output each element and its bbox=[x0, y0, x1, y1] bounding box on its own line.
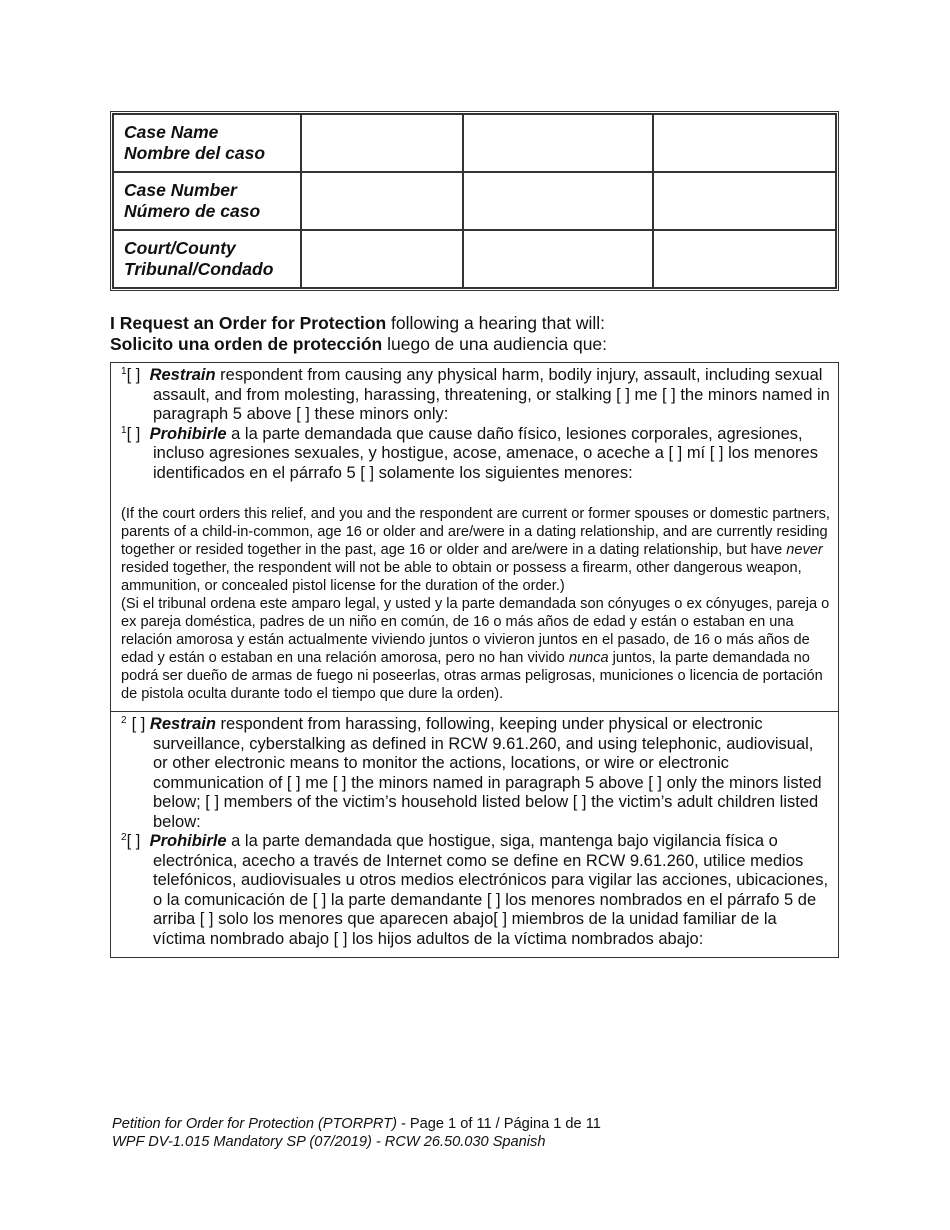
case-number-label: Case Number Número de caso bbox=[113, 172, 301, 230]
case-name-label: Case Name Nombre del caso bbox=[113, 114, 301, 172]
prohibirle-item-es: $^1$[ ] Prohibirle a la parte demandada que cause daño físico, lesiones corporales, agresiones, incluso agresiones sexuales, y hostigue, acose, amenace, o aceche a [ ] mí [ ] los menores identificados en el párrafo 5 [ ] solamente los siguientes menores: bbox=[121, 424, 818, 482]
restrain-item-en: $^1$[ ] Restrain respondent from causing any physical harm, bodily injury, assault, including sexual assault, and from molesting, harassing, threatening, or stalking [ ] me [ ] the minors named in paragraph 5 above [ ] these minors only: bbox=[121, 366, 830, 423]
table-row bbox=[113, 172, 836, 230]
page-footer bbox=[112, 1115, 601, 1151]
case-caption-table bbox=[110, 111, 839, 291]
table-row bbox=[113, 114, 836, 172]
case-name-field-2[interactable] bbox=[463, 114, 653, 172]
prohibirle-surveillance-item-es: $^2$[ ] Prohibirle a la parte demandada que hostigue, siga, mantenga bajo vigilancia física o electrónica, acecho a través de Internet como se define en RCW 9.61.260, utilice medios telefónicos, audiovisuales u otros medios electrónicos para vigilar las acciones, ubicaciones, o la comunicación de [ ] la parte demandante [ ] los menores nombrados en el párrafo 5 de arriba [ ] solo los menores que aparecen abajo[ ] miembros de la unidad familiar de la víctima nombrado abajo [ ] los hijos adultos de la víctima nombrados abajo: bbox=[121, 832, 829, 948]
restrain-physical-harm-section bbox=[111, 363, 838, 711]
relief-options-box bbox=[110, 362, 839, 958]
court-county-field[interactable] bbox=[301, 230, 463, 288]
request-heading bbox=[110, 313, 839, 355]
court-county-label: Court/County Tribunal/Condado bbox=[113, 230, 301, 288]
restrain-checkbox[interactable]: [ ] bbox=[126, 366, 141, 384]
firearm-note-en: (If the court orders this relief, and you and the respondent are current or former spouses or domestic partners, parents of a child-in-common, age 16 or older and are/were in a dating relationship, and are currently residing together or resided together in the past, age 16 or older and are/were in a dating relationship, but have never resided together, the respondent will not be able to obtain or possess a firearm, other dangerous weapon, ammunition, or concealed pistol license for the duration of the order.) bbox=[121, 506, 830, 594]
request-heading-es: Solicito una orden de protección luego de una audiencia que: bbox=[110, 334, 608, 354]
table-row bbox=[113, 230, 836, 288]
case-number-field-3[interactable] bbox=[653, 172, 836, 230]
firearm-note-es: (Si el tribunal ordena este amparo legal, y usted y la parte demandada son cónyuges o ex cónyuges, pareja o ex pareja doméstica, padres de un niño en común, de 16 o más años de edad y están o estaban en una relación amorosa y están actualmente viviendo juntos o vivieron juntos en el pasado, de 16 o más años de edad y están o estaban en una relación amorosa, pero no han vivido nunca juntos, la parte demandada no podrá ser dueño de armas de fuego ni poseerlas, otras armas peligrosas, municiones o licencia de portación de pistola oculta durante todo el tiempo que dure la orden). bbox=[121, 596, 830, 702]
court-county-field-3[interactable] bbox=[653, 230, 836, 288]
footer-line-2: WPF DV-1.015 Mandatory SP (07/2019) - RCW 26.50.030 Spanish bbox=[112, 1134, 546, 1150]
prohibirle-surveillance-checkbox[interactable]: [ ] bbox=[126, 832, 141, 850]
case-name-field-3[interactable] bbox=[653, 114, 836, 172]
footer-line-1: Petition for Order for Protection (PTORPRT) - Page 1 of 11 / Página 1 de 11 bbox=[112, 1116, 601, 1132]
request-heading-en: I Request an Order for Protection following a hearing that will: bbox=[110, 313, 606, 333]
case-number-field[interactable] bbox=[301, 172, 463, 230]
restrain-surveillance-item-en: $^2$ [ ] Restrain respondent from harassing, following, keeping under physical or electronic surveillance, cyberstalking as defined in RCW 9.61.260, and using telephonic, audiovisual, or other electronic means to monitor the actions, locations, or wire or electronic communication of [ ] me [ ] the minors named in paragraph 5 above [ ] only the minors listed below; [ ] members of the victim’s household listed below [ ] the victim’s adult children listed below: bbox=[121, 715, 822, 831]
case-name-field[interactable] bbox=[301, 114, 463, 172]
restrain-surveillance-checkbox[interactable]: [ ] bbox=[131, 715, 146, 733]
restrain-surveillance-section bbox=[111, 711, 838, 957]
case-number-field-2[interactable] bbox=[463, 172, 653, 230]
court-county-field-2[interactable] bbox=[463, 230, 653, 288]
prohibirle-checkbox[interactable]: [ ] bbox=[126, 424, 141, 443]
petition-page bbox=[110, 111, 839, 958]
